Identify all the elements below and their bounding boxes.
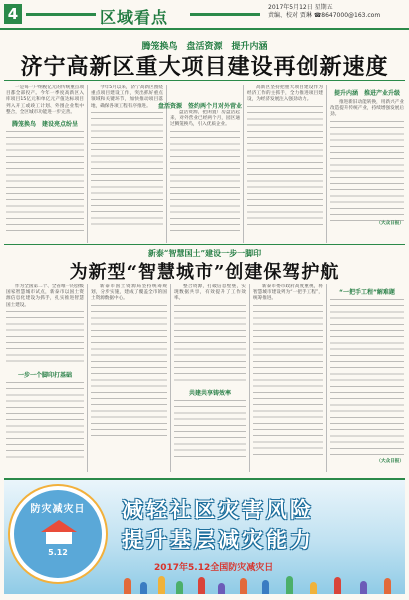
lead-headline: 济宁高新区重大项目建设再创新速度 [20, 54, 389, 80]
lead-col1-body [6, 131, 84, 231]
article-separator [4, 244, 405, 245]
second-column-3 [174, 284, 246, 472]
people-figures-illustration [114, 572, 404, 594]
lead-column-5 [330, 85, 404, 243]
lead-column-4 [247, 85, 323, 243]
second-column-2 [91, 284, 167, 472]
lead-col4-text: 高新区坚持把重大项目建设作为经济工作的主抓手，全力推进项目建设，为经济发展注入强劲动力。 [247, 85, 323, 103]
section-rule-right [190, 13, 260, 16]
second-column-5 [330, 284, 404, 472]
column-rule [87, 85, 88, 243]
second-source-tag: （大众日报） [376, 459, 404, 464]
second-col3-text: 整合资源，打破信息壁垒，实现数据共享，有效提升了工作效率。 [174, 284, 246, 302]
banner-slogan-line-2: 提升基层减灾能力 [122, 528, 314, 552]
second-box-mid: 共建共享铸效率 [188, 389, 231, 397]
lead-col5-body [330, 121, 404, 221]
page-number: 4 [4, 4, 22, 24]
second-column-1 [6, 284, 84, 472]
section-rule-left [26, 13, 96, 16]
lead-col3-body [170, 131, 240, 231]
second-box-right: “一把手工程”解难题 [339, 289, 395, 296]
lead-divider [4, 80, 405, 81]
second-col3-body [174, 305, 246, 385]
banner-slogan-line-1: 减轻社区灾害风险 [122, 498, 314, 522]
masthead [0, 0, 409, 30]
lead-col4-body [247, 106, 323, 226]
section-title: 区域看点 [100, 8, 169, 27]
second-col1-body [6, 311, 84, 367]
second-col2-body [91, 305, 167, 439]
second-col2-text: 新泰市国土资源局坚持统筹规划，分步实施，建成了覆盖全市的国土资源数据中心。 [91, 284, 167, 302]
house-icon [41, 520, 77, 544]
second-col4-text: 新泰市委市政府高度重视，将智慧城市建设列为“一把手工程”，统筹推进。 [253, 284, 323, 302]
second-headline: 为新型“智慧城市”创建保驾护航 [69, 262, 340, 283]
lead-col5-text: 推进新旧动能转换，用新兴产业改造提升传统产业，持续增强发展后劲。 [330, 100, 404, 118]
second-box-left: 一步一个脚印打基础 [17, 371, 72, 379]
lead-subhead-center: 盘活资源 签约两个月对外营业 [157, 103, 242, 110]
second-col4-body [253, 305, 323, 455]
second-col5-body [330, 299, 404, 459]
logo-date: 5.12 [48, 548, 68, 557]
column-rule [249, 284, 250, 472]
editor-line: 责编、校对 贾琳 ☎8647000@163.com [268, 12, 381, 19]
banner-caption: 2017年5.12全国防灾减灾日 [154, 563, 274, 573]
lead-subhead-right: 提升内涵 推进产业升级 [333, 90, 400, 97]
lead-kicker: 腾笼换鸟 盘活资源 提升内涵 [141, 42, 268, 52]
lead-col1-text: 一是每一户纳税亿元的传统重点项目都全部投产。今年一季度高新区入库项目15亿元和单亿元产值达标项目列入开工或竣工计划、外围企业集中整合，全区城市功能进一步完善。 [6, 85, 84, 115]
lead-column-1 [6, 85, 84, 243]
lead-source-tag: （大众日报） [376, 220, 404, 226]
lead-col2-body [91, 112, 163, 230]
second-column-4 [253, 284, 323, 472]
lead-col2-text: 今年5月以来，济宁高新区围绕重点项目建设工作，突出抓好重点领域和关键环节，加快推动项目落地，确保各项工程有序推进。 [91, 85, 163, 109]
column-rule [326, 284, 327, 472]
lead-column-3 [170, 110, 240, 243]
date-line: 2017年5月12日 星期五 [268, 4, 333, 11]
disaster-prevention-banner [4, 478, 405, 594]
second-col1-body-2 [6, 382, 84, 462]
date-block [268, 4, 408, 20]
column-rule [326, 85, 327, 243]
second-kicker: 新泰“智慧国土”建设一步一脚印 [147, 248, 262, 258]
column-rule [170, 284, 171, 472]
logo-ring-text: 防灾减灾日 [30, 504, 86, 515]
lead-subhead-left: 腾笼换鸟 建设亮点纷呈 [11, 121, 78, 129]
lead-col3-text: 盘活资源，把闲置厂房盘活起来，对外营业已经两个月，园区通过腾笼换鸟，引入优质企业。 [170, 110, 240, 128]
second-col1-text: 作为全国第二个、全省唯一的县级国家智慧城市试点，新泰市以国土资源信息化建设为抓手，扎实推进智慧国土建设。 [6, 284, 84, 308]
disaster-day-logo [10, 486, 106, 582]
second-col3-body-2 [174, 400, 246, 460]
column-rule [87, 284, 88, 472]
column-rule [243, 85, 244, 243]
